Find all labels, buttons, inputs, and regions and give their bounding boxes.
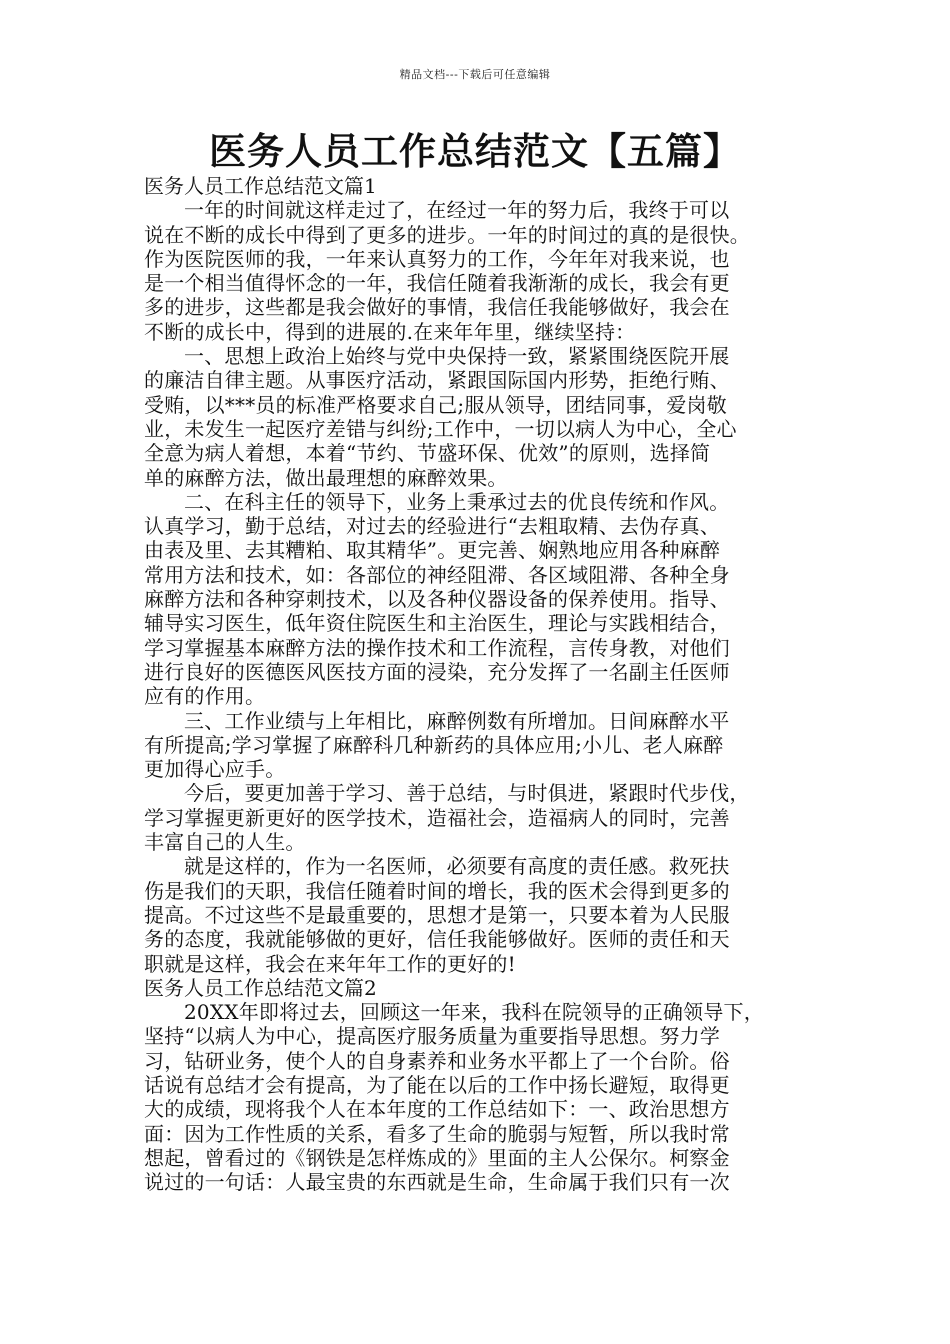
body-text-line: 说在不断的成长中得到了更多的进步。一年的时间过的真的是很快。: [144, 222, 750, 247]
body-text-line: 想起，曾看过的《钢铁是怎样炼成的》里面的主人公保尔。柯察金: [144, 1145, 730, 1170]
body-text-line: 进行良好的医德医风医技方面的浸染，充分发挥了一名副主任医师: [144, 659, 730, 684]
body-text-line: 20XX年即将过去，回顾这一年来，我科在院领导的正确领导下，: [184, 1000, 764, 1025]
body-text-line: 全意为病人着想，本着“节约、节盛环保、优效”的原则，选择简: [144, 441, 711, 466]
body-text-line: 辅导实习医生，低年资住院医生和主治医生，理论与实践相结合，: [144, 611, 730, 636]
body-text-line: 多的进步，这些都是我会做好的事情，我信任我能够做好，我会在: [144, 295, 730, 320]
body-text-line: 的廉洁自律主题。从事医疗活动，紧跟国际国内形势，拒绝行贿、: [144, 368, 730, 393]
body-text-line: 话说有总结才会有提高，为了能在以后的工作中扬长避短，取得更: [144, 1072, 730, 1097]
body-text-line: 职就是这样，我会在来年年工作的更好的!: [144, 951, 516, 976]
body-text-line: 提高。不过这些不是最重要的，思想才是第一，只要本着为人民服: [144, 902, 730, 927]
body-text-line: 不断的成长中，得到的进展的.在来年年里，继续坚持：: [144, 319, 636, 344]
body-text-line: 丰富自己的人生。: [144, 830, 306, 855]
body-text-line: 学习掌握更新更好的医学技术，造福社会，造福病人的同时，完善: [144, 805, 730, 830]
body-text-line: 坚持“以病人为中心，提高医疗服务质量为重要指导思想。努力学: [144, 1024, 721, 1049]
body-text-line: 大的成绩，现将我个人在本年度的工作总结如下：一、政治思想方: [144, 1097, 730, 1122]
body-text-line: 三、工作业绩与上年相比，麻醉例数有所增加。日间麻醉水平: [184, 708, 730, 733]
body-text-line: 一、思想上政治上始终与党中央保持一致，紧紧围绕医院开展: [184, 344, 730, 369]
body-text-line: 有所提高;学习掌握了麻醉科几种新药的具体应用;小儿、老人麻醉: [144, 732, 724, 757]
body-text-line: 麻醉方法和各种穿刺技术，以及各种仪器设备的保养使用。指导、: [144, 587, 730, 612]
body-text-line: 伤是我们的天职，我信任随着时间的增长，我的医术会得到更多的: [144, 878, 730, 903]
page-header-note: 精品文档---下载后可任意编辑: [399, 68, 551, 81]
body-text-line: 单的麻醉方法，做出最理想的麻醉效果。: [144, 465, 508, 490]
document-body: [144, 174, 820, 1194]
body-text-line: 应有的作用。: [144, 684, 266, 709]
section-heading: 医务人员工作总结范文篇2: [144, 975, 377, 1000]
body-text-line: 由表及里、去其糟粕、取其精华”。更完善、娴熟地应用各种麻醉: [144, 538, 721, 563]
body-text-line: 学习掌握基本麻醉方法的操作技术和工作流程，言传身教，对他们: [144, 635, 730, 660]
body-text-line: 就是这样的，作为一名医师，必须要有高度的责任感。救死扶: [184, 854, 730, 879]
document-title: 医务人员工作总结范文【五篇】: [209, 129, 741, 173]
body-text-line: 常用方法和技术，如：各部位的神经阻滞、各区域阻滞、各种全身: [144, 562, 730, 587]
section-heading: 医务人员工作总结范文篇1: [144, 174, 377, 198]
body-text-line: 更加得心应手。: [144, 757, 286, 782]
body-text-line: 是一个相当值得怀念的一年，我信任随着我渐渐的成长，我会有更: [144, 271, 730, 296]
body-text-line: 今后，要更加善于学习、善于总结，与时俱进，紧跟时代步伐，: [184, 781, 750, 806]
body-text-line: 二、在科主任的领导下，业务上秉承过去的优良传统和作风。: [184, 489, 730, 514]
body-text-line: 认真学习，勤于总结，对过去的经验进行“去粗取精、去伪存真、: [144, 514, 721, 539]
body-text-line: 务的态度，我就能够做的更好，信任我能够做好。医师的责任和天: [144, 927, 730, 952]
body-text-line: 业，未发生一起医疗差错与纠纷;工作中，一切以病人为中心，全心: [144, 416, 737, 441]
body-text-line: 受贿，以***员的标准严格要求自己;服从领导，团结同事，爱岗敬: [144, 392, 727, 417]
body-text-line: 一年的时间就这样走过了，在经过一年的努力后，我终于可以: [184, 198, 730, 223]
body-text-line: 面：因为工作性质的关系，看多了生命的脆弱与短暂，所以我时常: [144, 1121, 730, 1146]
body-text-line: 说过的一句话：人最宝贵的东西就是生命，生命属于我们只有一次: [144, 1170, 730, 1195]
body-text-line: 作为医院医师的我，一年来认真努力的工作，今年年对我来说，也: [144, 246, 730, 271]
body-text-line: 习，钻研业务，使个人的自身素养和业务水平都上了一个台阶。俗: [144, 1048, 730, 1073]
